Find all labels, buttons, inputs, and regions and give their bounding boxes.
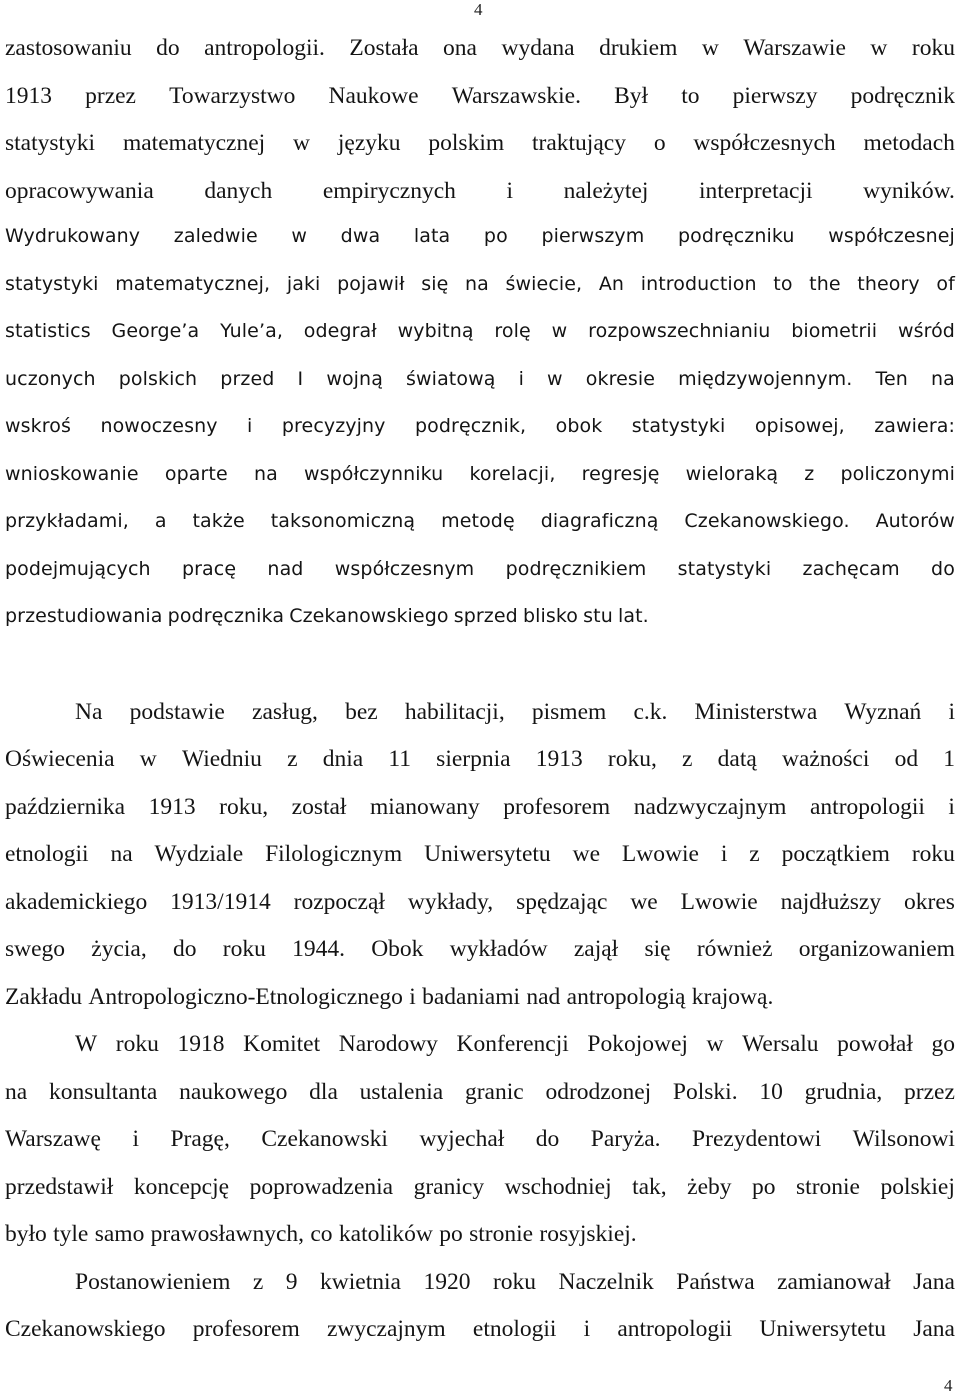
- document-body: [5, 35, 955, 1364]
- word: obok: [555, 415, 603, 437]
- word: Ten: [875, 367, 908, 390]
- word: Czekanowskiego: [289, 605, 449, 627]
- word: w: [551, 320, 568, 342]
- word: roku,: [219, 793, 269, 820]
- word: Naukowe: [328, 82, 419, 109]
- word: Paryża.: [590, 1126, 661, 1152]
- word: rolę: [494, 320, 531, 342]
- word: języku: [337, 130, 401, 156]
- word: Czekanowskiego: [5, 1316, 166, 1342]
- text-line: [5, 794, 955, 842]
- word: przedstawił: [5, 1173, 114, 1200]
- text-line: [5, 1269, 955, 1317]
- word: koncepcję: [133, 1173, 230, 1200]
- word: współczesnym: [334, 557, 475, 580]
- word: drukiem: [599, 35, 678, 61]
- word: ona: [443, 35, 477, 61]
- word: statistics: [5, 320, 91, 342]
- word: statystyki: [5, 130, 96, 156]
- word: interpretacji: [699, 177, 813, 204]
- word: 1: [943, 746, 955, 772]
- word: grudnia,: [804, 1078, 883, 1105]
- word: antropologii: [617, 1316, 733, 1342]
- word: stronie: [469, 1221, 534, 1247]
- word: z: [682, 746, 693, 772]
- text-line: [5, 320, 955, 368]
- word: zasług,: [252, 698, 318, 725]
- word: Był: [614, 82, 649, 109]
- word: Narodowy: [338, 1031, 438, 1057]
- word: wykładów: [449, 936, 548, 962]
- word: statystyki: [677, 557, 772, 580]
- word: Autorów: [875, 510, 955, 532]
- word: konsultanta: [48, 1078, 158, 1105]
- word: świecie,: [505, 272, 583, 295]
- text-line: [5, 558, 955, 606]
- text-line: [5, 1221, 955, 1269]
- word: Antropologiczno-Etnologicznego: [88, 983, 403, 1010]
- word: etnologii: [472, 1316, 557, 1342]
- word: okresie: [585, 367, 656, 390]
- word: w: [870, 35, 888, 61]
- page-number-bottom: 4: [944, 1376, 953, 1395]
- word: katolików: [338, 1221, 433, 1247]
- text-line: [5, 130, 955, 178]
- word: 1913: [148, 793, 196, 820]
- word: na: [110, 841, 133, 867]
- word: i: [132, 1126, 139, 1152]
- word: jaki: [286, 272, 321, 295]
- word: metodach: [863, 130, 955, 156]
- word: 10: [759, 1078, 783, 1105]
- word: antropologią: [566, 983, 686, 1010]
- word: zawiera:: [874, 415, 955, 437]
- word: światową: [406, 367, 496, 390]
- word: na: [465, 272, 489, 295]
- word: 1920: [423, 1268, 471, 1295]
- word: Jana: [913, 1268, 955, 1295]
- text-line: [5, 463, 955, 511]
- word: polskich: [118, 367, 198, 390]
- word: Obok: [371, 936, 424, 962]
- word: Pokojowej: [587, 1031, 688, 1057]
- text-line: [5, 1031, 955, 1079]
- word: przez: [85, 82, 136, 109]
- word: Wiedniu: [181, 746, 262, 772]
- word: się: [421, 272, 449, 295]
- word: Komitet: [243, 1031, 321, 1057]
- word: Uniwersytetu: [759, 1316, 887, 1342]
- word: policzonymi: [840, 462, 955, 485]
- word: Warszawie: [743, 35, 846, 61]
- text-line: [5, 35, 955, 83]
- word: empirycznych: [322, 177, 456, 204]
- word: i: [948, 698, 955, 725]
- word: podręczniku: [677, 225, 795, 247]
- word: na: [253, 462, 278, 485]
- word: profesorem: [503, 793, 611, 820]
- word: od: [894, 746, 919, 772]
- word: Została: [349, 35, 419, 61]
- word: introduction: [640, 272, 757, 295]
- word: to: [681, 82, 700, 109]
- word: sprzed: [453, 605, 518, 627]
- word: zwyczajnym: [326, 1316, 446, 1342]
- word: do: [931, 557, 955, 580]
- word: rozpowszechnianiu: [588, 320, 771, 342]
- word: granicy: [413, 1173, 485, 1200]
- word: nowoczesny: [100, 415, 218, 437]
- word: Prezydentowi: [692, 1126, 822, 1152]
- word: Państwa: [676, 1268, 755, 1295]
- word: także: [192, 510, 245, 532]
- word: w: [291, 225, 308, 247]
- text-line: [5, 1316, 955, 1364]
- word: wieloraką: [685, 462, 779, 485]
- word: antropologii.: [204, 35, 325, 61]
- word: of: [936, 272, 955, 295]
- word: powołał: [837, 1031, 913, 1057]
- word: precyzyjny: [281, 415, 386, 437]
- word: z: [804, 462, 815, 485]
- word: wschodniej: [504, 1173, 612, 1200]
- word: zamianował: [777, 1268, 891, 1295]
- word: dnia: [322, 746, 364, 772]
- word: i: [720, 841, 728, 867]
- word: matematycznej,: [115, 272, 271, 295]
- text-line: [5, 1079, 955, 1127]
- word: 1944.: [292, 936, 345, 962]
- word: Yule’a,: [220, 320, 283, 342]
- word: traktujący: [531, 130, 626, 156]
- paragraph-gap: [5, 653, 955, 699]
- word: theory: [857, 272, 920, 295]
- word: Uniwersytetu: [424, 841, 551, 867]
- word: podręcznik,: [414, 415, 527, 437]
- word: po: [752, 1173, 776, 1200]
- word: 1913: [535, 746, 583, 772]
- word: w: [701, 35, 719, 61]
- word: Wersalu: [742, 1031, 819, 1057]
- word: w: [547, 367, 563, 390]
- word: podręcznika: [167, 605, 285, 627]
- word: naukowego: [179, 1078, 288, 1105]
- word: wydana: [501, 35, 575, 61]
- word: swego: [5, 936, 66, 962]
- word: Ministerstwa: [694, 698, 818, 725]
- text-line: [5, 1126, 955, 1174]
- word: wśród: [897, 320, 955, 342]
- word: na: [5, 1078, 28, 1105]
- word: wyjechał: [419, 1126, 505, 1152]
- word: Oświecenia: [5, 746, 115, 772]
- word: rozpoczął: [293, 888, 385, 915]
- text-line: [5, 178, 955, 226]
- word: wojną: [326, 367, 383, 390]
- word: wnioskowanie: [5, 462, 139, 485]
- word: polskim: [428, 130, 505, 156]
- word: sierpnia: [436, 746, 511, 772]
- word: co: [310, 1221, 333, 1247]
- text-line: [5, 368, 955, 416]
- word: George’a: [111, 320, 200, 342]
- word: Lwowie: [621, 841, 699, 867]
- paragraph: [5, 1031, 955, 1269]
- word: Filologicznym: [265, 841, 403, 867]
- word: a: [154, 510, 167, 532]
- word: i: [948, 793, 955, 820]
- word: 1913/1914: [170, 888, 271, 915]
- word: Czekanowski: [261, 1126, 388, 1152]
- word: 11: [388, 746, 411, 772]
- word: również: [696, 936, 773, 962]
- word: lat.: [618, 605, 649, 627]
- word: na: [931, 367, 955, 390]
- word: z: [287, 746, 298, 772]
- word: 1913: [5, 82, 52, 109]
- text-line: [5, 415, 955, 463]
- word: stu: [583, 605, 613, 627]
- word: kwietnia: [320, 1268, 401, 1295]
- word: korelacji,: [469, 462, 556, 485]
- word: odrodzonej: [545, 1078, 652, 1105]
- word: opracowywania: [5, 177, 154, 204]
- word: współczesnej: [828, 225, 955, 247]
- word: taksonomiczną: [270, 510, 416, 532]
- paragraph: [5, 35, 955, 653]
- word: we: [630, 888, 658, 915]
- word: lata: [413, 225, 451, 247]
- page-number-top: 4: [474, 0, 483, 19]
- word: o: [653, 130, 666, 156]
- word: pracę: [181, 557, 237, 580]
- word: roku: [911, 35, 955, 61]
- text-line: [5, 225, 955, 273]
- word: międzywojennym.: [678, 367, 853, 390]
- text-line: [5, 889, 955, 937]
- text-line: [5, 936, 955, 984]
- word: polskiej: [880, 1173, 955, 1200]
- word: okres: [904, 888, 955, 915]
- word: i: [506, 177, 514, 204]
- word: żeby: [687, 1173, 732, 1200]
- word: opisowej,: [754, 415, 845, 437]
- word: regresję: [581, 462, 660, 485]
- word: najdłuższy: [780, 888, 882, 915]
- word: habilitacji,: [404, 698, 505, 725]
- word: było: [5, 1221, 47, 1247]
- word: to: [773, 272, 793, 295]
- word: 9: [285, 1268, 298, 1295]
- word: Lwowie: [680, 888, 758, 915]
- word: odegrał: [303, 320, 377, 342]
- word: pierwszym: [541, 225, 645, 247]
- word: do: [173, 936, 197, 962]
- word: mianowany: [370, 793, 480, 820]
- word: tyle: [53, 1221, 89, 1247]
- text-line: [5, 83, 955, 131]
- word: życia,: [91, 936, 147, 962]
- word: Warszawę: [5, 1126, 101, 1152]
- word: prawosławnych,: [150, 1221, 305, 1247]
- word: podejmujących: [5, 557, 151, 580]
- word: pojawił: [337, 272, 405, 295]
- word: wykłady,: [407, 888, 494, 915]
- word: metodę: [441, 510, 515, 532]
- word: danych: [204, 177, 273, 204]
- word: w: [706, 1031, 724, 1057]
- word: roku: [222, 936, 266, 962]
- word: W: [75, 1031, 98, 1057]
- word: należytej: [563, 177, 649, 204]
- word: nad: [267, 557, 304, 580]
- word: Czekanowskiego.: [684, 510, 850, 532]
- word: Naczelnik: [558, 1268, 654, 1295]
- word: tak,: [632, 1173, 667, 1200]
- word: organizowaniem: [798, 936, 955, 962]
- word: w: [293, 130, 311, 156]
- word: z: [749, 841, 760, 867]
- word: i: [409, 983, 416, 1010]
- word: zajął: [573, 936, 619, 962]
- word: podstawie: [129, 698, 225, 725]
- word: the: [809, 272, 841, 295]
- word: ważności: [781, 746, 870, 772]
- word: etnologii: [5, 841, 89, 867]
- word: zachęcam: [802, 557, 900, 580]
- word: profesorem: [192, 1316, 300, 1342]
- word: z: [252, 1268, 264, 1295]
- word: wskroś: [5, 415, 71, 437]
- word: statystyki: [631, 415, 726, 437]
- word: pismem: [531, 698, 607, 725]
- word: Wilsonowi: [852, 1126, 955, 1152]
- text-line: [5, 984, 955, 1032]
- word: poprowadzenia: [249, 1173, 394, 1200]
- word: Konferencji: [456, 1031, 569, 1057]
- word: początkiem: [781, 841, 890, 867]
- word: wybitną: [397, 320, 474, 342]
- word: Jana: [913, 1316, 955, 1342]
- word: Wydziale: [154, 841, 244, 867]
- word: się: [644, 936, 671, 962]
- word: Towarzystwo: [169, 82, 296, 109]
- word: i: [518, 367, 524, 390]
- text-line: [5, 510, 955, 558]
- word: matematycznej: [122, 130, 266, 156]
- word: został: [291, 793, 347, 820]
- word: diagraficzną: [540, 510, 659, 532]
- word: przez: [904, 1078, 955, 1105]
- paragraph: [5, 1269, 955, 1364]
- word: podręcznik: [850, 82, 955, 109]
- word: Warszawskie.: [451, 82, 581, 109]
- word: Pragę,: [170, 1126, 230, 1152]
- word: przykładami,: [5, 510, 129, 532]
- word: krajową.: [691, 983, 774, 1010]
- word: akademickiego: [5, 888, 148, 915]
- word: Postanowieniem: [75, 1268, 231, 1295]
- word: i: [247, 415, 253, 437]
- paragraph: [5, 699, 955, 1032]
- word: w: [139, 746, 157, 772]
- text-line: [5, 273, 955, 321]
- word: 1918: [177, 1031, 225, 1057]
- word: przestudiowania: [5, 605, 163, 627]
- word: roku: [911, 841, 955, 867]
- word: dla: [309, 1078, 338, 1105]
- word: statystyki: [5, 272, 99, 295]
- word: An: [598, 272, 625, 295]
- word: spędzając: [516, 888, 608, 915]
- word: badaniami: [422, 983, 521, 1010]
- word: uczonych: [5, 367, 96, 390]
- word: współczynniku: [303, 462, 444, 485]
- word: blisko: [522, 605, 579, 627]
- word: Polski.: [672, 1078, 738, 1105]
- word: nad: [526, 983, 561, 1010]
- text-line: [5, 746, 955, 794]
- word: bez: [345, 698, 378, 725]
- word: współczesnych: [693, 130, 836, 156]
- word: roku,: [607, 746, 657, 772]
- word: we: [572, 841, 600, 867]
- word: zastosowaniu: [5, 35, 132, 61]
- word: ustalenia: [359, 1078, 444, 1105]
- word: stronie: [796, 1173, 860, 1200]
- text-line: [5, 605, 955, 653]
- word: biometrii: [791, 320, 878, 342]
- word: zaledwie: [173, 225, 258, 247]
- word: roku: [115, 1031, 159, 1057]
- word: do: [156, 35, 180, 61]
- word: antropologii: [810, 793, 925, 820]
- word: roku: [492, 1268, 537, 1295]
- word: samo: [94, 1221, 145, 1247]
- word: Wyznań: [844, 698, 922, 725]
- word: nadzwyczajnym: [633, 793, 787, 820]
- word: i: [583, 1316, 591, 1342]
- word: granic: [464, 1078, 524, 1105]
- word: Zakładu: [5, 983, 82, 1010]
- word: po: [439, 1221, 463, 1247]
- word: po: [483, 225, 508, 247]
- text-line: [5, 841, 955, 889]
- word: dwa: [340, 225, 381, 247]
- word: oparte: [164, 462, 228, 485]
- word: Na: [75, 698, 103, 725]
- word: przed: [220, 367, 275, 390]
- text-line: [5, 699, 955, 747]
- text-line: [5, 1174, 955, 1222]
- word: października: [5, 793, 126, 820]
- word: rosyjskiej.: [539, 1221, 637, 1247]
- word: datą: [717, 746, 757, 772]
- word: Wydrukowany: [5, 225, 141, 247]
- word: do: [535, 1126, 560, 1152]
- word: go: [931, 1031, 955, 1057]
- word: pierwszy: [732, 82, 818, 109]
- word: podręcznikiem: [505, 557, 647, 580]
- word: wyników.: [863, 177, 955, 204]
- word: c.k.: [633, 698, 668, 725]
- word: I: [297, 367, 304, 390]
